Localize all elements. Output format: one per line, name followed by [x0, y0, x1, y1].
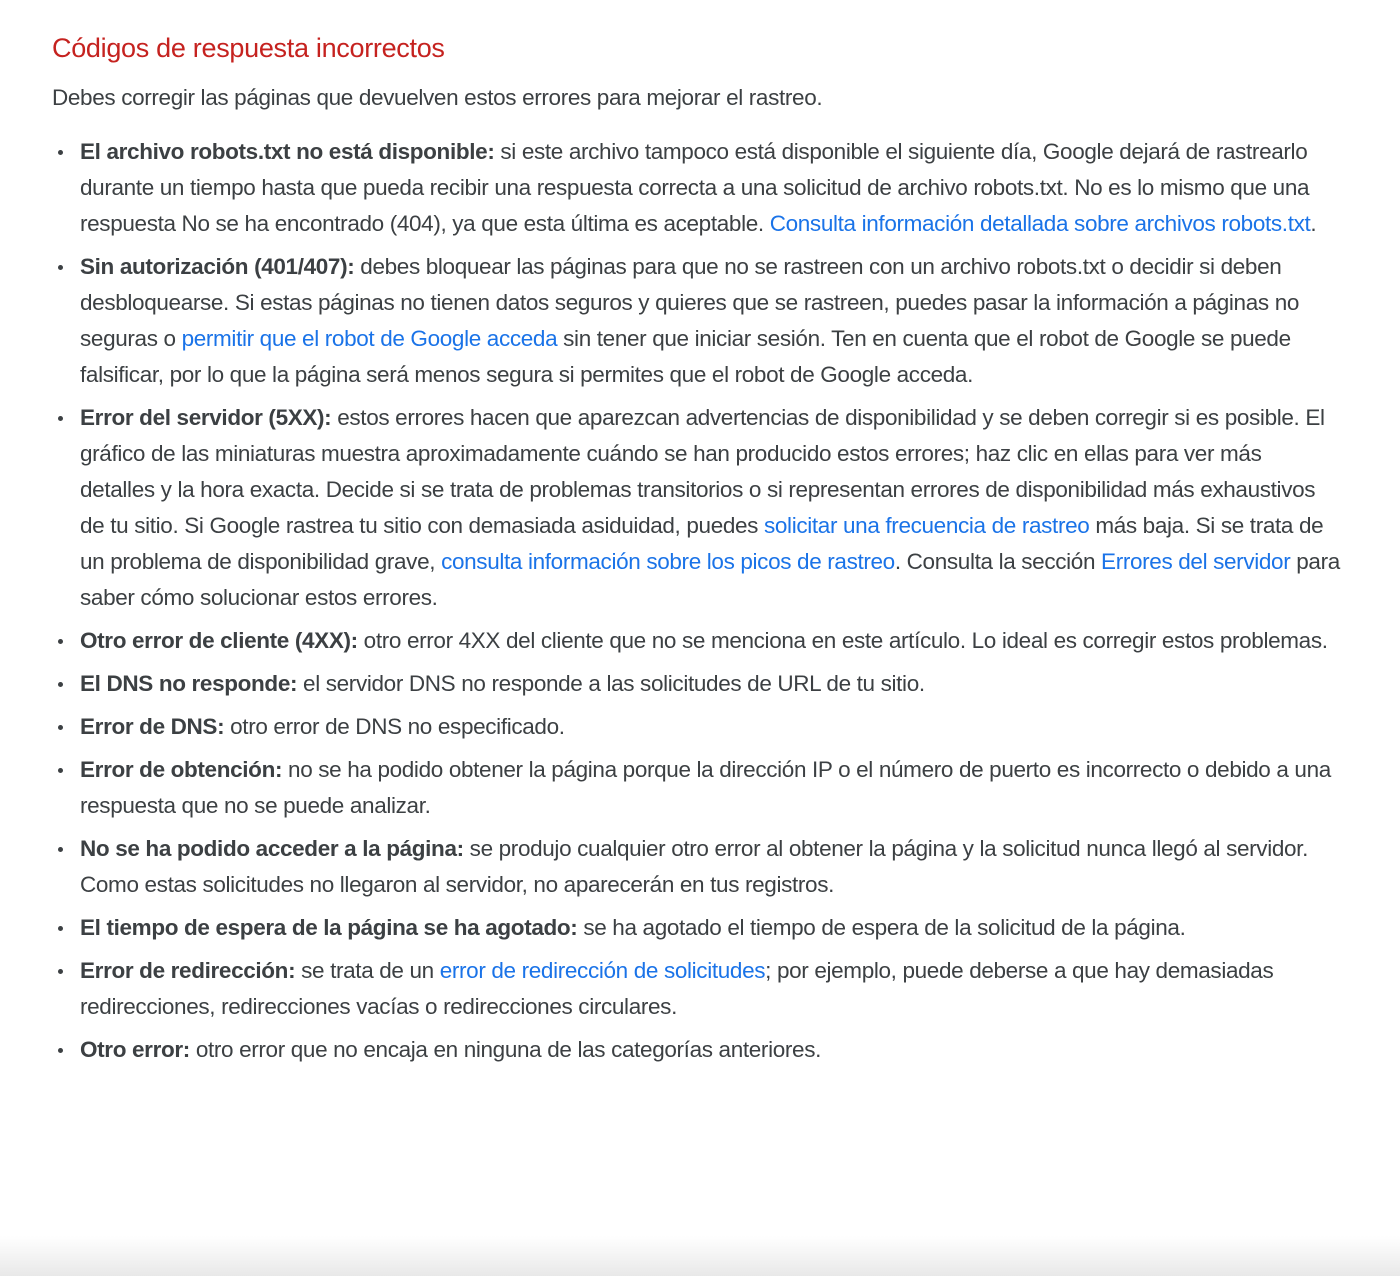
description-text: no se ha podido obtener la página porque la dirección IP o el número de puerto es incorrecto o debido a una respuesta que no se puede analizar.	[80, 757, 1331, 818]
list-item	[80, 666, 1342, 702]
description-text: .	[1310, 211, 1317, 236]
description-text: estos errores hacen que aparezcan advertencias de disponibilidad y se deben corregir si es posible. El gráfico de las miniaturas muestra aproximadamente cuándo se han producido estos errores; haz clic en ellas para ver más detalles y la hora exacta. Decide si se trata de problemas transitorios o si representan errores de disponibilidad más exhaustivos de tu sitio. Si Google rastrea tu sitio con demasiada asiduidad, puedes	[80, 405, 1325, 538]
error-term: Error de obtención:	[80, 757, 283, 782]
help-link[interactable]: Consulta información detallada sobre archivos robots.txt	[769, 211, 1311, 236]
description-text: si este archivo tampoco está disponible el siguiente día, Google dejará de rastrearlo durante un tiempo hasta que pueda recibir una respuesta correcta a una solicitud de archivo robots.txt. No es lo mismo que una respuesta No se ha encontrado (404), ya que esta última es aceptable.	[80, 139, 1310, 236]
error-term: El archivo robots.txt no está disponible:	[80, 139, 495, 164]
error-term: Error de DNS:	[80, 714, 225, 739]
description-text: sin tener que iniciar sesión. Ten en cuenta que el robot de Google se puede falsificar, por lo que la página será menos segura si permites que el robot de Google acceda.	[80, 326, 1291, 387]
error-term: Sin autorización (401/407):	[80, 254, 355, 279]
description-text: más baja. Si se trata de un problema de disponibilidad grave,	[80, 513, 1324, 574]
description-text: otro error de DNS no especificado.	[224, 714, 565, 739]
error-term: El DNS no responde:	[80, 671, 298, 696]
description-text: ; por ejemplo, puede deberse a que hay demasiadas redirecciones, redirecciones vacías o redirecciones circulares.	[80, 958, 1274, 1019]
description-text: otro error que no encaja en ninguna de las categorías anteriores.	[189, 1037, 821, 1062]
description-text: se produjo cualquier otro error al obtener la página y la solicitud nunca llegó al servidor. Como estas solicitudes no llegaron al servidor, no aparecerán en tus registros.	[80, 836, 1308, 897]
list-item	[80, 953, 1342, 1025]
list-item	[80, 831, 1342, 903]
error-term: Error del servidor (5XX):	[80, 405, 332, 430]
help-link[interactable]: error de redirección de solicitudes	[439, 958, 766, 983]
list-item	[80, 400, 1342, 616]
error-term: Error de redirección:	[80, 958, 296, 983]
list-item	[80, 910, 1342, 946]
description-text: otro error 4XX del cliente que no se menciona en este artículo. Lo ideal es corregir estos problemas.	[357, 628, 1328, 653]
error-term: Otro error de cliente (4XX):	[80, 628, 358, 653]
error-term: No se ha podido acceder a la página:	[80, 836, 464, 861]
help-link[interactable]: Errores del servidor	[1101, 549, 1291, 574]
help-link[interactable]: solicitar una frecuencia de rastreo	[763, 513, 1090, 538]
list-item	[80, 623, 1342, 659]
list-item	[80, 1032, 1342, 1068]
description-text: el servidor DNS no responde a las solicitudes de URL de tu sitio.	[297, 671, 925, 696]
description-text: se trata de un	[295, 958, 440, 983]
intro-text: Debes corregir las páginas que devuelven estos errores para mejorar el rastreo.	[52, 85, 823, 110]
help-link[interactable]: consulta información sobre los picos de rastreo	[441, 549, 895, 574]
help-link[interactable]: permitir que el robot de Google acceda	[181, 326, 558, 351]
description-text: debes bloquear las páginas para que no se rastreen con un archivo robots.txt o decidir si deben desbloquearse. Si estas páginas no tienen datos seguros y quieres que se rastreen, puedes pasar la información a páginas no seguras o	[80, 254, 1300, 351]
bottom-fade	[0, 1236, 1400, 1276]
description-text: . Consulta la sección	[894, 549, 1102, 574]
list-item	[80, 709, 1342, 745]
description-text: se ha agotado el tiempo de espera de la solicitud de la página.	[577, 915, 1186, 940]
description-text: para saber cómo solucionar estos errores.	[80, 549, 1340, 610]
error-term: Otro error:	[80, 1037, 190, 1062]
list-item	[80, 752, 1342, 824]
article-section	[52, 28, 1342, 1075]
list-item	[80, 134, 1342, 242]
section-heading: Códigos de respuesta incorrectos	[52, 33, 445, 63]
list-item	[80, 249, 1342, 393]
error-term: El tiempo de espera de la página se ha agotado:	[80, 915, 578, 940]
error-list	[52, 134, 1342, 1068]
